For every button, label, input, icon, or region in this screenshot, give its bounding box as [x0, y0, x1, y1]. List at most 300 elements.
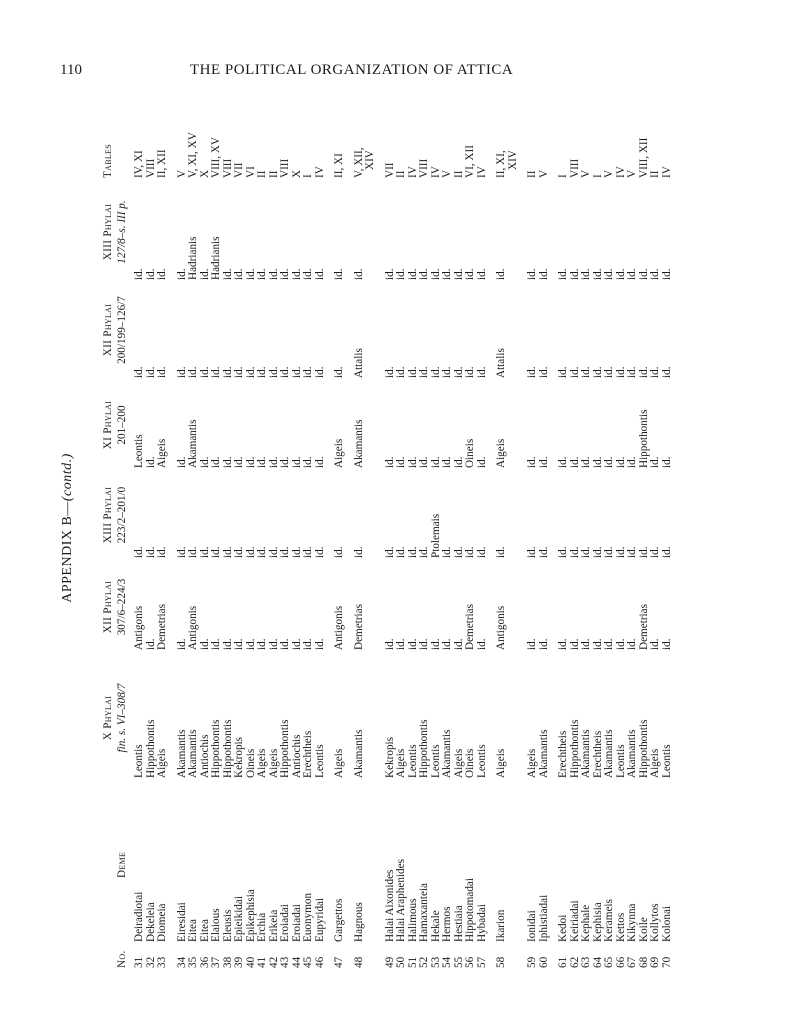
col-xi-phylai: id.	[175, 456, 188, 468]
col-deme: Kephale	[580, 904, 592, 942]
col-xi-phylai: id.	[302, 456, 314, 468]
col-xiii-phylai-b: id.	[580, 268, 592, 280]
table-row	[146, 88, 158, 968]
col-xii-phylai-a: id.	[244, 638, 257, 650]
col-xii-phylai-a: id.	[475, 638, 488, 650]
rotated-table-block	[60, 88, 720, 968]
col-xiii-phylai-a: id.	[144, 546, 157, 558]
col-no: 53	[429, 956, 442, 968]
col-tables: VIII	[144, 158, 157, 178]
col-x-phylai: Kekropis	[383, 736, 396, 778]
col-tables: VII	[383, 162, 396, 178]
col-no: 67	[626, 956, 638, 968]
col-tables: XIV	[364, 150, 376, 170]
col-header-deme: Deme	[116, 851, 128, 878]
col-header-xiii-b-title: XIII Phylai	[102, 203, 114, 261]
col-xiii-phylai-b: id.	[256, 268, 268, 280]
col-tables: V	[626, 169, 638, 178]
col-xii-phylai-a: id.	[441, 638, 453, 650]
col-x-phylai: Leontis	[660, 744, 673, 778]
col-deme: Kollytos	[649, 903, 661, 942]
col-xii-phylai-b: id.	[290, 366, 303, 378]
col-xii-phylai-a: id.	[175, 638, 188, 650]
col-xiii-phylai-b: id.	[464, 268, 476, 280]
col-deme: Eiresidai	[175, 902, 188, 942]
col-x-phylai: Leontis	[133, 744, 145, 778]
col-xii-phylai-a: id.	[660, 638, 673, 650]
col-xii-phylai-b: id.	[221, 366, 234, 378]
col-xii-phylai-a: id.	[233, 638, 245, 650]
col-xii-phylai-b: id.	[429, 366, 442, 378]
col-header-xiii-b-sub: 127/8–s. III p.	[116, 200, 128, 264]
col-xiii-phylai-b: id.	[418, 268, 430, 280]
deme-table	[90, 88, 715, 968]
col-x-phylai: Leontis	[475, 744, 488, 778]
col-deme: Deiradiotai	[133, 891, 145, 942]
col-no: 49	[383, 956, 396, 968]
col-deme: Epieikidai	[233, 896, 245, 942]
col-xi-phylai: Oineis	[464, 438, 476, 468]
col-xi-phylai: id.	[614, 456, 627, 468]
col-x-phylai: Erechtheis	[302, 730, 314, 778]
col-tables: II, XII	[156, 149, 168, 178]
col-no: 35	[187, 956, 199, 968]
col-no: 40	[244, 956, 257, 968]
col-header-xi-sub: 201–200	[116, 405, 128, 445]
table-row	[419, 88, 431, 968]
table-row	[431, 88, 443, 968]
col-x-phylai: Akamantis	[352, 729, 365, 778]
col-xii-phylai-b: id.	[464, 366, 476, 378]
col-xi-phylai: id.	[267, 456, 280, 468]
table-row	[442, 88, 454, 968]
table-row	[292, 88, 304, 968]
col-no: 58	[495, 956, 507, 968]
col-xiii-phylai-a: id.	[475, 546, 488, 558]
col-x-phylai: Aigeis	[395, 748, 407, 778]
col-xiii-phylai-a: id.	[614, 546, 627, 558]
col-xii-phylai-a: id.	[406, 638, 419, 650]
table-row	[454, 88, 466, 968]
col-xii-phylai-a: id.	[256, 638, 268, 650]
col-x-phylai: Aigeis	[495, 748, 507, 778]
col-tables: IV	[429, 166, 442, 178]
col-xi-phylai: id.	[406, 456, 419, 468]
col-x-phylai: Aigeis	[267, 748, 280, 778]
col-tables: VIII	[221, 158, 234, 178]
page-number: 110	[60, 62, 82, 78]
col-tables: VI, XII	[464, 145, 476, 178]
col-deme: Halimous	[406, 898, 419, 942]
col-xi-phylai: id.	[395, 456, 407, 468]
col-xiii-phylai-a: id.	[603, 546, 615, 558]
table-row	[315, 88, 327, 968]
col-tables: IV	[406, 166, 419, 178]
col-xiii-phylai-a: id.	[637, 546, 650, 558]
col-deme: Euonymon	[302, 892, 314, 942]
col-xi-phylai: Akamantis	[187, 419, 199, 468]
col-xii-phylai-a: id.	[302, 638, 314, 650]
col-deme: Kephisia	[591, 902, 604, 942]
col-xii-phylai-b: id.	[233, 366, 245, 378]
col-tables: II, XI	[333, 153, 345, 178]
col-xii-phylai-b: id.	[614, 366, 627, 378]
col-deme: Hestiaia	[452, 905, 465, 942]
col-xiii-phylai-b: id.	[144, 268, 157, 280]
col-xiii-phylai-a: id.	[418, 546, 430, 558]
table-row	[408, 88, 420, 968]
table-row	[157, 88, 169, 968]
col-tables: I	[302, 174, 314, 178]
col-xiii-phylai-b: id.	[221, 268, 234, 280]
col-tables: X	[198, 169, 211, 178]
col-x-phylai: Akamantis	[603, 729, 615, 778]
col-xiii-phylai-a: id.	[649, 546, 661, 558]
col-tables: VIII	[568, 158, 581, 178]
col-tables: IV	[660, 166, 673, 178]
col-xi-phylai: id.	[475, 456, 488, 468]
col-xii-phylai-a: Antigonis	[495, 605, 507, 650]
col-deme: Ikarion	[495, 909, 507, 942]
col-x-phylai: Aigeis	[526, 748, 538, 778]
col-xi-phylai: Hippothontis	[637, 409, 650, 468]
col-x-phylai: Oineis	[464, 748, 476, 778]
col-deme: Eroiadai	[290, 904, 303, 942]
table-row	[639, 88, 651, 968]
table-row	[188, 88, 200, 968]
col-xi-phylai: id.	[256, 456, 268, 468]
col-xiii-phylai-b: id.	[637, 268, 650, 280]
col-tables: V	[603, 169, 615, 178]
col-deme: Koile	[637, 917, 650, 942]
col-deme: Kikynna	[626, 903, 638, 942]
col-xiii-phylai-b: id.	[175, 268, 188, 280]
table-row	[616, 88, 628, 968]
col-tables: V	[537, 169, 550, 178]
caption-contd: (contd.)	[60, 453, 75, 502]
col-xi-phylai: Akamantis	[352, 419, 365, 468]
table-row	[246, 88, 258, 968]
col-xi-phylai: id.	[313, 456, 326, 468]
col-no: 64	[591, 956, 604, 968]
col-tables: I	[591, 174, 604, 178]
col-xi-phylai: id.	[429, 456, 442, 468]
col-xiii-phylai-a: id.	[133, 546, 145, 558]
col-tables: II	[395, 170, 407, 178]
col-x-phylai: Erechtheis	[591, 730, 604, 778]
col-deme: Eitea	[198, 919, 211, 942]
col-no: 63	[580, 956, 592, 968]
col-x-phylai: Akamantis	[580, 729, 592, 778]
col-xiii-phylai-a: id.	[290, 546, 303, 558]
col-xiii-phylai-a: id.	[526, 546, 538, 558]
col-deme: Epikephisia	[244, 889, 257, 942]
col-header-x-title: X Phylai	[102, 695, 114, 741]
col-xiii-phylai-b: id.	[660, 268, 673, 280]
col-xi-phylai: id.	[603, 456, 615, 468]
col-xiii-phylai-b: id.	[406, 268, 419, 280]
table-row	[211, 88, 223, 968]
col-no: 55	[452, 956, 465, 968]
table-row-continuation	[508, 88, 520, 968]
table-row	[257, 88, 269, 968]
col-xii-phylai-a: Demetrias	[352, 604, 365, 650]
col-deme: Kerameis	[603, 899, 615, 942]
col-no: 66	[614, 956, 627, 968]
col-xi-phylai: id.	[557, 456, 569, 468]
col-xii-phylai-a: Demetrias	[637, 604, 650, 650]
col-xiii-phylai-a: id.	[580, 546, 592, 558]
col-xiii-phylai-a: id.	[210, 546, 222, 558]
col-xi-phylai: id.	[526, 456, 538, 468]
col-header-xii-a-sub: 307/6–224/3	[116, 578, 128, 636]
col-xii-phylai-b: id.	[133, 366, 145, 378]
col-xii-phylai-b: id.	[537, 366, 550, 378]
col-deme: Hamaxanteia	[418, 882, 430, 942]
col-xii-phylai-a: Demetrias	[464, 604, 476, 650]
col-tables: VI	[244, 166, 257, 178]
col-xiii-phylai-b: id.	[133, 268, 145, 280]
col-no: 54	[441, 956, 453, 968]
col-deme: Dekeleia	[144, 902, 157, 942]
col-xii-phylai-b: id.	[210, 366, 222, 378]
table-row	[303, 88, 315, 968]
col-no: 34	[175, 956, 188, 968]
col-xii-phylai-a: id.	[383, 638, 396, 650]
table-row	[570, 88, 582, 968]
col-no: 33	[156, 956, 168, 968]
col-xiii-phylai-b: id.	[526, 268, 538, 280]
col-deme: Kedoi	[557, 914, 569, 942]
col-x-phylai: Erechtheis	[557, 730, 569, 778]
col-xii-phylai-a: id.	[290, 638, 303, 650]
col-xiii-phylai-b: id.	[537, 268, 550, 280]
col-xii-phylai-a: id.	[279, 638, 291, 650]
table-row	[539, 88, 551, 968]
table-row	[354, 88, 366, 968]
col-x-phylai: Akamantis	[175, 729, 188, 778]
col-tables: VIII, XII	[637, 137, 650, 178]
table-row	[396, 88, 408, 968]
col-xiii-phylai-a: id.	[464, 546, 476, 558]
col-xiii-phylai-b: id.	[279, 268, 291, 280]
col-tables: IV	[313, 166, 326, 178]
table-row	[269, 88, 281, 968]
table-row	[223, 88, 235, 968]
col-xii-phylai-b: id.	[660, 366, 673, 378]
table-row-continuation	[365, 88, 377, 968]
col-no: 37	[210, 956, 222, 968]
table-row	[234, 88, 246, 968]
col-xi-phylai: id.	[452, 456, 465, 468]
col-no: 44	[290, 956, 303, 968]
col-xi-phylai: id.	[233, 456, 245, 468]
col-deme: Kettos	[614, 912, 627, 942]
col-deme: Iphistiadai	[537, 894, 550, 942]
col-deme: Halai Araphenides	[395, 859, 407, 942]
col-deme: Eupyridai	[313, 897, 326, 942]
col-xiii-phylai-b: id.	[475, 268, 488, 280]
col-xii-phylai-a: id.	[580, 638, 592, 650]
col-xii-phylai-b: id.	[580, 366, 592, 378]
col-x-phylai: Akamantis	[187, 729, 199, 778]
col-header-no: No.	[116, 950, 128, 968]
col-deme: Elaious	[210, 908, 222, 942]
col-header-xii-b-title: XII Phylai	[102, 303, 114, 357]
col-tables: IV	[475, 166, 488, 178]
col-no: 38	[221, 956, 234, 968]
col-xi-phylai: Aigeis	[156, 438, 168, 468]
col-xiii-phylai-a: id.	[267, 546, 280, 558]
col-x-phylai: Aigeis	[649, 748, 661, 778]
table-row	[496, 88, 508, 968]
col-xii-phylai-b: id.	[267, 366, 280, 378]
col-no: 45	[302, 956, 314, 968]
col-x-phylai: Hippothontis	[279, 719, 291, 778]
col-xii-phylai-a: id.	[626, 638, 638, 650]
col-xiii-phylai-b: id.	[383, 268, 396, 280]
col-xiii-phylai-b: id.	[352, 268, 365, 280]
col-no: 69	[649, 956, 661, 968]
table-row	[650, 88, 662, 968]
col-x-phylai: Hippothontis	[568, 719, 581, 778]
col-xii-phylai-b: id.	[526, 366, 538, 378]
col-xiii-phylai-b: id.	[557, 268, 569, 280]
col-x-phylai: Oineis	[244, 748, 257, 778]
col-xiii-phylai-b: id.	[302, 268, 314, 280]
col-no: 52	[418, 956, 430, 968]
col-xiii-phylai-a: id.	[568, 546, 581, 558]
col-xiii-phylai-b: id.	[244, 268, 257, 280]
col-xii-phylai-b: id.	[568, 366, 581, 378]
col-x-phylai: Akamantis	[441, 729, 453, 778]
appendix-caption	[60, 88, 76, 968]
col-xi-phylai: id.	[221, 456, 234, 468]
col-xii-phylai-b: id.	[557, 366, 569, 378]
col-xiii-phylai-a: id.	[233, 546, 245, 558]
col-xii-phylai-b: id.	[452, 366, 465, 378]
col-deme: Eroiadai	[279, 904, 291, 942]
col-xi-phylai: id.	[580, 456, 592, 468]
col-header-xii-b-sub: 200/199–126/7	[116, 296, 128, 364]
col-xii-phylai-b: Attalis	[352, 348, 365, 378]
col-tables: IV	[614, 166, 627, 178]
col-xii-phylai-b: id.	[406, 366, 419, 378]
col-xii-phylai-a: Antigonis	[187, 605, 199, 650]
col-xi-phylai: id.	[290, 456, 303, 468]
table-row	[527, 88, 539, 968]
col-deme: Hippotomadai	[464, 877, 476, 942]
col-xiii-phylai-b: id.	[156, 268, 168, 280]
col-no: 48	[352, 956, 365, 968]
col-deme: Gargettos	[333, 898, 345, 942]
col-xiii-phylai-a: Ptolemais	[429, 513, 442, 558]
col-xiii-phylai-a: id.	[352, 546, 365, 558]
col-deme: Keiriadai	[568, 900, 581, 942]
col-no: 43	[279, 956, 291, 968]
table-row	[280, 88, 292, 968]
col-x-phylai: Akamantis	[537, 729, 550, 778]
col-deme: Hekale	[429, 910, 442, 942]
col-xii-phylai-a: Antigonis	[133, 605, 145, 650]
col-tables: V, XII,	[352, 147, 365, 178]
col-deme: Ionidai	[526, 910, 538, 942]
col-xi-phylai: id.	[591, 456, 604, 468]
col-xii-phylai-b: Attalis	[495, 348, 507, 378]
col-xii-phylai-b: id.	[637, 366, 650, 378]
table-row	[477, 88, 489, 968]
col-xiii-phylai-a: id.	[198, 546, 211, 558]
col-xiii-phylai-b: id.	[429, 268, 442, 280]
col-header-xii-a-title: XII Phylai	[102, 580, 114, 634]
col-xiii-phylai-b: id.	[452, 268, 465, 280]
col-xii-phylai-a: id.	[429, 638, 442, 650]
col-xiii-phylai-a: id.	[313, 546, 326, 558]
col-xii-phylai-b: id.	[144, 366, 157, 378]
col-xii-phylai-b: id.	[187, 366, 199, 378]
col-no: 62	[568, 956, 581, 968]
table-row	[593, 88, 605, 968]
col-xiii-phylai-a: id.	[441, 546, 453, 558]
col-x-phylai: Hippothontis	[418, 719, 430, 778]
col-xii-phylai-b: id.	[603, 366, 615, 378]
table-row	[662, 88, 674, 968]
col-no: 41	[256, 956, 268, 968]
col-x-phylai: Leontis	[614, 744, 627, 778]
col-xii-phylai-b: id.	[313, 366, 326, 378]
col-xiii-phylai-b: id.	[649, 268, 661, 280]
col-tables: VIII	[279, 158, 291, 178]
col-x-phylai: Kekropis	[233, 736, 245, 778]
col-no: 57	[475, 956, 488, 968]
col-no: 68	[637, 956, 650, 968]
col-xi-phylai: Aigeis	[333, 438, 345, 468]
col-xi-phylai: Leontis	[133, 434, 145, 468]
col-deme: Erchia	[256, 912, 268, 942]
col-xii-phylai-a: Antigonis	[333, 605, 345, 650]
col-xii-phylai-a: id.	[537, 638, 550, 650]
col-tables: V	[580, 169, 592, 178]
col-xii-phylai-b: id.	[198, 366, 211, 378]
col-xii-phylai-a: id.	[313, 638, 326, 650]
col-header-tables: Tables	[102, 144, 114, 178]
col-xiii-phylai-b: id.	[233, 268, 245, 280]
table-row	[134, 88, 146, 968]
col-tables: XIV	[506, 150, 519, 170]
col-xiii-phylai-b: Hadrianis	[210, 236, 222, 280]
col-no: 39	[233, 956, 245, 968]
col-tables: VIII, XV	[210, 136, 222, 178]
col-tables: X	[290, 169, 303, 178]
col-tables: II	[256, 170, 268, 178]
col-x-phylai: Akamantis	[626, 729, 638, 778]
col-tables: IV, XI	[133, 150, 145, 178]
col-deme: Diomeia	[156, 903, 168, 942]
col-xii-phylai-b: id.	[256, 366, 268, 378]
col-xi-phylai: id.	[626, 456, 638, 468]
col-deme: Hybadai	[475, 904, 488, 942]
col-x-phylai: Hippothontis	[144, 719, 157, 778]
table-row	[627, 88, 639, 968]
col-xii-phylai-b: id.	[383, 366, 396, 378]
table-row	[465, 88, 477, 968]
col-x-phylai: Leontis	[406, 744, 419, 778]
col-xiii-phylai-a: id.	[156, 546, 168, 558]
col-no: 42	[267, 956, 280, 968]
col-no: 36	[198, 956, 211, 968]
col-x-phylai: Aigeis	[156, 748, 168, 778]
col-xii-phylai-b: id.	[279, 366, 291, 378]
